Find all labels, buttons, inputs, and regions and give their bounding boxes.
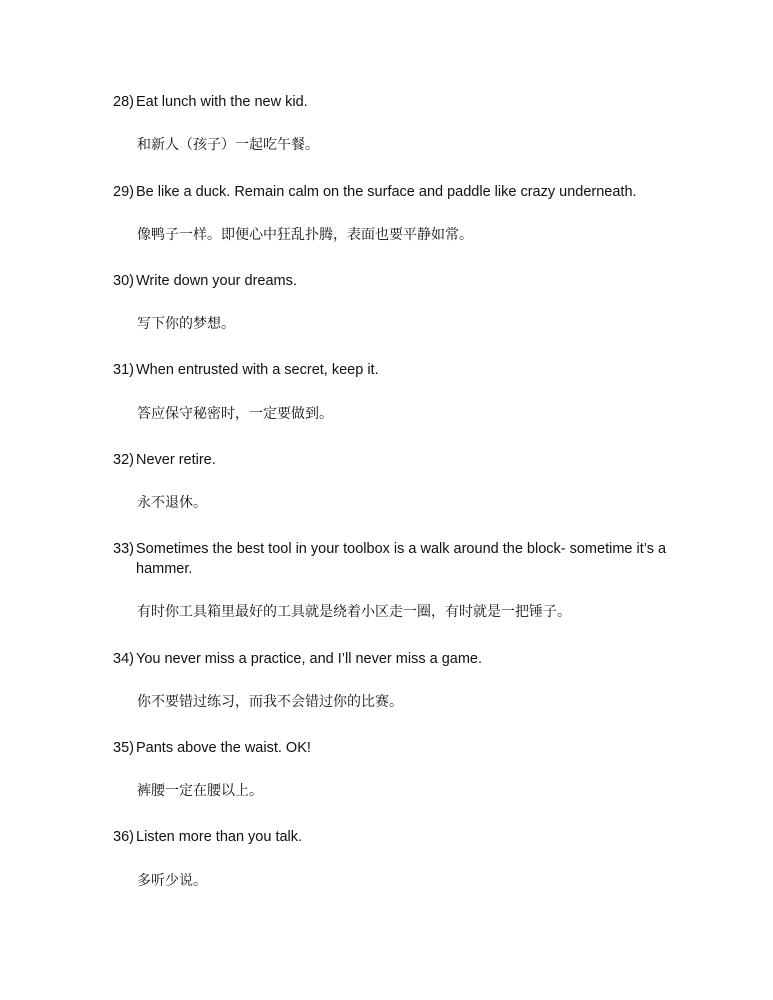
- item-number: 28): [113, 94, 134, 110]
- chinese-translation: 和新人（孩子）一起吃午餐。: [137, 137, 319, 153]
- english-text: You never miss a practice, and I’ll never miss a game.: [136, 651, 483, 667]
- chinese-translation: 有时你工具箱里最好的工具就是绕着小区走一圈，有时就是一把锤子。: [137, 604, 571, 620]
- english-line: [113, 182, 703, 202]
- chinese-translation: 你不要错过练习，而我不会错过你的比赛。: [137, 694, 403, 710]
- english-text: Listen more than you talk.: [136, 829, 303, 845]
- item-number: 33): [113, 541, 134, 557]
- english-line: [113, 360, 703, 380]
- english-line: [113, 738, 703, 758]
- english-text: Write down your dreams.: [136, 273, 297, 289]
- english-line: [113, 827, 703, 847]
- chinese-translation: 写下你的梦想。: [137, 316, 235, 332]
- item-number: 32): [113, 452, 134, 468]
- item-number: 30): [113, 273, 134, 289]
- chinese-translation: 永不退休。: [137, 495, 207, 511]
- english-text: Be like a duck. Remain calm on the surface and paddle like crazy underneath.: [136, 184, 637, 200]
- item-number: 36): [113, 829, 134, 845]
- item-number: 31): [113, 362, 134, 378]
- english-text: Never retire.: [136, 452, 216, 468]
- chinese-translation: 答应保守秘密时，一定要做到。: [137, 406, 333, 422]
- english-line: [113, 92, 703, 112]
- item-number: 29): [113, 184, 134, 200]
- english-text: Eat lunch with the new kid.: [136, 94, 308, 110]
- english-text: Sometimes the best tool in your toolbox is a walk around the block- sometime it’s a hammer.: [136, 541, 667, 577]
- item-number: 34): [113, 651, 134, 667]
- chinese-translation: 多听少说。: [137, 873, 207, 889]
- english-text: When entrusted with a secret, keep it.: [136, 362, 379, 378]
- chinese-translation: 像鸭子一样。即便心中狂乱扑腾，表面也要平静如常。: [137, 227, 473, 243]
- chinese-translation: 裤腰一定在腰以上。: [137, 783, 263, 799]
- english-line: [113, 649, 703, 669]
- english-line: [113, 271, 703, 291]
- english-line: [113, 450, 703, 470]
- english-text: Pants above the waist. OK!: [136, 740, 311, 756]
- english-line: [113, 539, 683, 579]
- item-number: 35): [113, 740, 134, 756]
